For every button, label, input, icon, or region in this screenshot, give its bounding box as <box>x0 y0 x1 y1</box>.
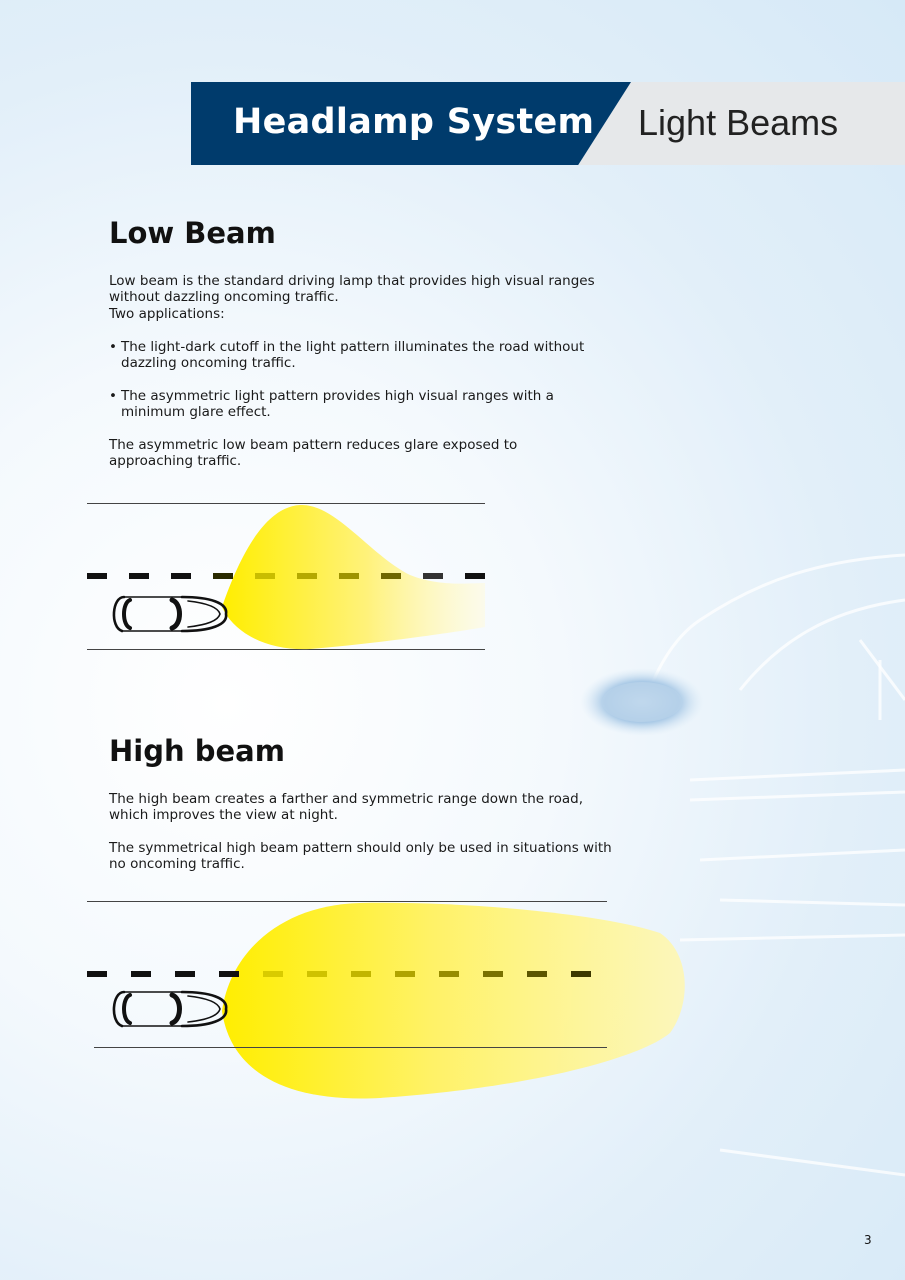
header-banner <box>191 82 905 165</box>
header-title: Headlamp System <box>233 102 595 142</box>
bullet-dot: • <box>109 339 117 355</box>
bullet-text-line: minimum glare effect. <box>121 404 271 421</box>
high-beam-para-line: The high beam creates a farther and symmetric range down the road, <box>109 791 584 807</box>
bullet-dot: • <box>109 388 117 404</box>
high-beam-light-pattern <box>222 903 685 1099</box>
low-beam-intro-line: Two applications: <box>109 305 225 322</box>
header-subtitle: Light Beams <box>638 102 839 143</box>
low-beam-closing-line: The asymmetric low beam pattern reduces glare exposed to <box>109 437 518 453</box>
car-top-view-icon <box>114 992 226 1026</box>
low-beam-closing <box>109 437 517 470</box>
bullet-text-line: The light-dark cutoff in the light pattern illuminates the road without <box>121 339 585 355</box>
low-beam-intro <box>109 273 595 322</box>
bullet-text-line: dazzling oncoming traffic. <box>121 355 296 372</box>
low-beam-bullet-2 <box>109 388 589 422</box>
high-beam-para-line: The symmetrical high beam pattern should only be used in situations with <box>109 840 612 856</box>
high-beam-para-line: no oncoming traffic. <box>109 856 245 873</box>
low-beam-intro-line: without dazzling oncoming traffic. <box>109 289 339 306</box>
low-beam-diagram <box>80 495 500 660</box>
high-beam-para-1 <box>109 791 583 824</box>
car-top-view-icon <box>114 597 226 631</box>
low-beam-intro-line: Low beam is the standard driving lamp that provides high visual ranges <box>109 273 595 289</box>
page-number: 3 <box>864 1233 872 1247</box>
high-beam-para-line: which improves the view at night. <box>109 807 338 824</box>
low-beam-closing-line: approaching traffic. <box>109 453 242 470</box>
high-beam-heading: High beam <box>109 734 285 768</box>
low-beam-heading: Low Beam <box>109 216 276 250</box>
low-beam-bullet-1 <box>109 339 589 373</box>
high-beam-diagram <box>80 893 700 1103</box>
high-beam-para-2 <box>109 840 612 873</box>
bullet-text-line: The asymmetric light pattern provides high visual ranges with a <box>121 388 554 404</box>
